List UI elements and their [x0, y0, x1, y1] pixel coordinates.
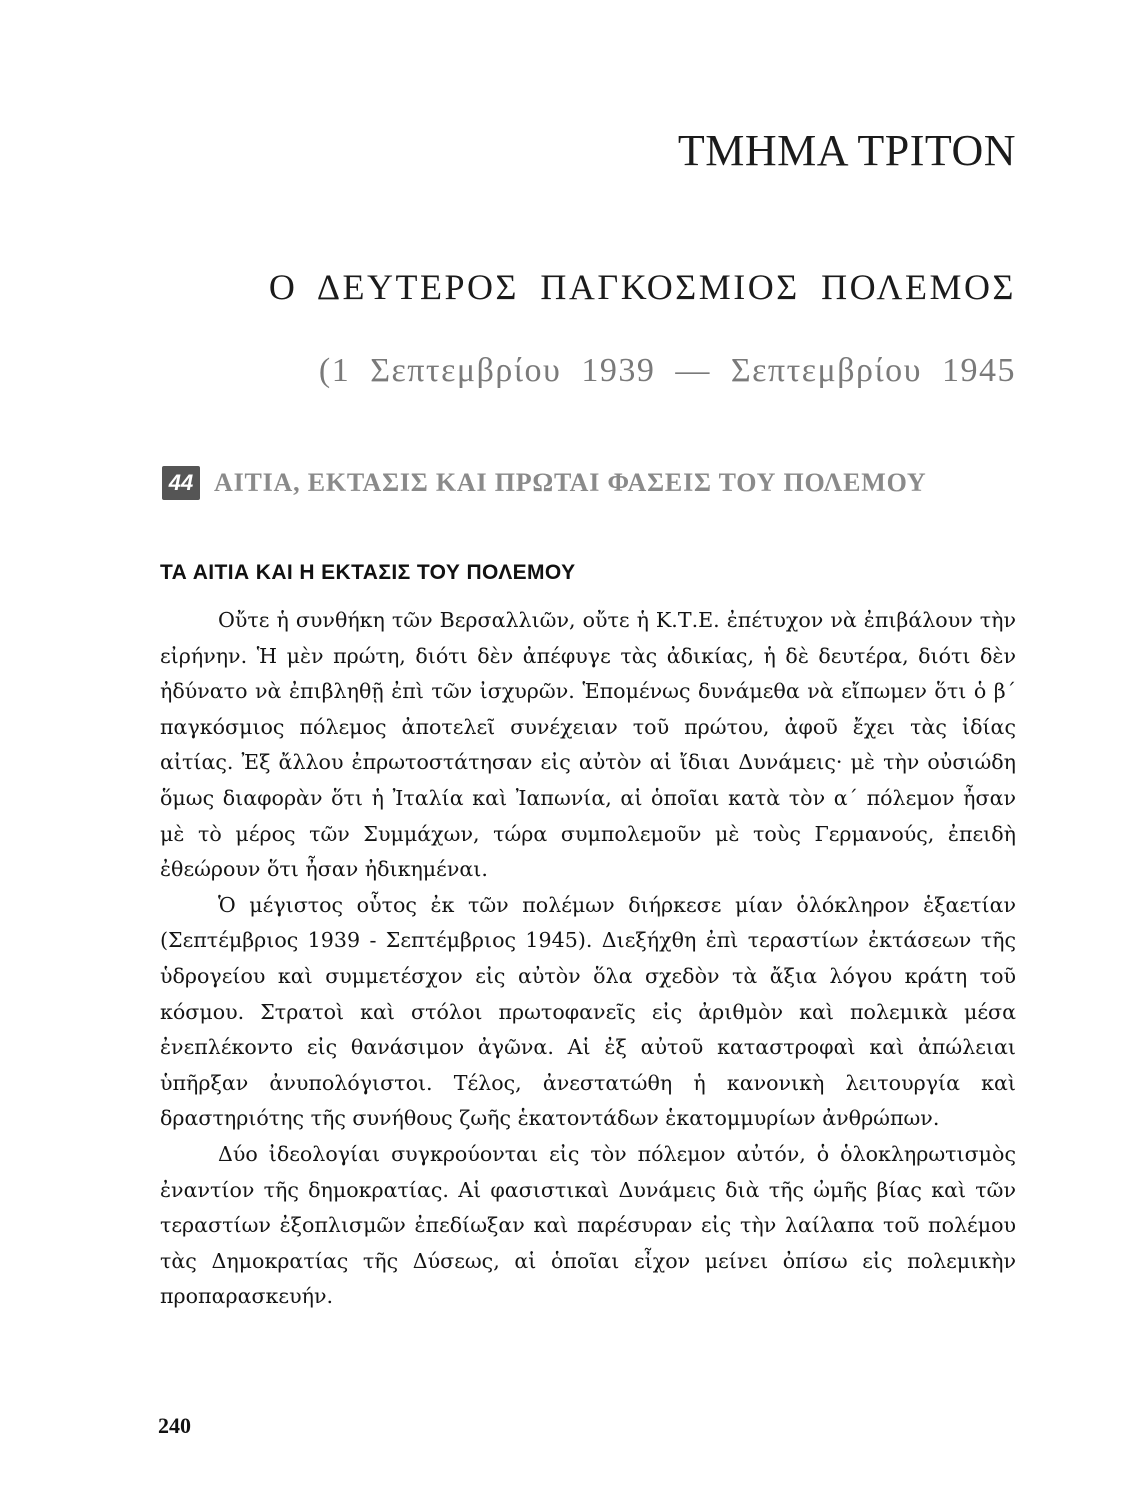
paragraph: Δύο ἰδεολογίαι συγκρούονται εἰς τὸν πόλεμον αὐτόν, ὁ ὁλοκληρωτισμὸς ἐναντίον τῆς δημοκρατίας. Αἱ φασιστικαὶ Δυνάμεις διὰ τῆς ὠμῆς βίας καὶ τῶν τεραστίων ἐξοπλισμῶν ἐπεδίωξαν καὶ παρέσυραν εἰς τὴν λαίλαπα τοῦ πολέμου τὰς Δημοκρατίας τῆς Δύσεως, αἱ ὁποῖαι εἶχον μείνει ὀπίσω εἰς πολεμικὴν προπαρασκευήν. — [160, 1141, 1016, 1309]
section-title: ΑΙΤΙΑ, ΕΚΤΑΣΙΣ ΚΑΙ ΠΡΩΤΑΙ ΦΑΣΕΙΣ ΤΟΥ ΠΟΛΕΜΟΥ — [214, 468, 927, 497]
paragraph: Οὔτε ἡ συνθήκη τῶν Βερσαλλιῶν, οὔτε ἡ Κ.Τ.Ε. ἐπέτυχον νὰ ἐπιβάλουν τὴν εἰρήνην. Ἡ μὲν πρώτη, διότι δὲν ἀπέφυγε τὰς ἀδικίας, ἡ δὲ δευτέρα, διότι δὲν ἠδύνατο νὰ ἐπιβληθῇ ἐπὶ τῶν ἰσχυρῶν. Ἑπομένως δυνάμεθα νὰ εἴπωμεν ὅτι ὁ β΄ παγκόσμιος πόλεμος ἀποτελεῖ συνέχειαν τοῦ πρώτου, ἀφοῦ ἔχει τὰς ἰδίας αἰτίας. Ἐξ ἄλλου ἐπρωτοστάτησαν εἰς αὐτὸν αἱ ἴδιαι Δυνάμεις· μὲ τὴν οὐσιώδη ὅμως διαφορὰν ὅτι ἡ Ἰταλία καὶ Ἰαπωνία, αἱ ὁποῖαι κατὰ τὸν α΄ πόλεμον ἦσαν μὲ τὸ μέρος τῶν Συμμάχων, τώρα συμπολεμοῦν μὲ τοὺς Γερμανούς, ἐπειδὴ ἐθεώρουν ὅτι ἦσαν ἠδικημέναι. — [160, 608, 1016, 882]
section-number-badge: 44 — [162, 466, 200, 500]
page-number: 240 — [158, 1413, 191, 1438]
section-header — [162, 466, 1022, 500]
part-title: ΤΜΗΜΑ ΤΡΙΤΟΝ — [677, 126, 1016, 175]
subsection-title: ΤΑ ΑΙΤΙΑ ΚΑΙ Η ΕΚΤΑΣΙΣ ΤΟΥ ΠΟΛΕΜΟΥ — [160, 561, 576, 584]
chapter-date-range: (1 Σεπτεμβρίου 1939 — Σεπτεμβρίου 1945 — [318, 352, 1016, 389]
body-text — [160, 603, 1016, 1315]
paragraph: Ὁ μέγιστος οὗτος ἐκ τῶν πολέμων διήρκεσε μίαν ὁλόκληρον ἑξαετίαν (Σεπτέμβριος 1939 - Σεπτέμβριος 1945). Διεξήχθη ἐπὶ τεραστίων ἐκτάσεων τῆς ὑδρογείου καὶ συμμετέσχον εἰς αὐτὸν ὅλα σχεδὸν τὰ ἄξια λόγου κράτη τοῦ κόσμου. Στρατοὶ καὶ στόλοι πρωτοφανεῖς εἰς ἀριθμὸν καὶ πολεμικὰ μέσα ἐνεπλέκοντο εἰς θανάσιμον ἀγῶνα. Αἱ ἐξ αὐτοῦ καταστροφαὶ καὶ ἀπώλειαι ὑπῆρξαν ἀνυπολόγιστοι. Τέλος, ἀνεστατώθη ἡ κανονικὴ λειτουργία καὶ δραστηριότης τῆς συνήθους ζωῆς ἑκατοντάδων ἑκατομμυρίων ἀνθρώπων. — [160, 892, 1016, 1131]
chapter-title: Ο ΔΕΥΤΕΡΟΣ ΠΑΓΚΟΣΜΙΟΣ ΠΟΛΕΜΟΣ — [268, 267, 1016, 307]
